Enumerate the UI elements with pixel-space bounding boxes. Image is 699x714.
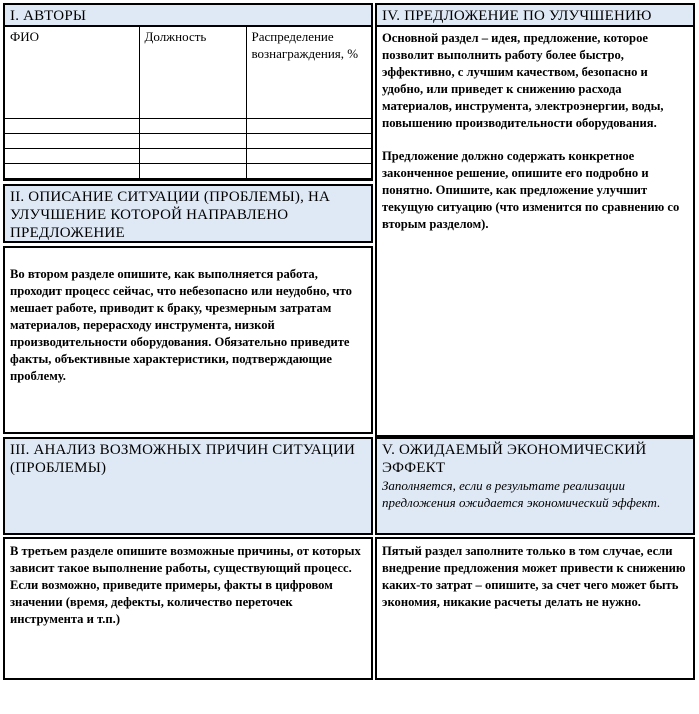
proposal-body[interactable] [375,26,695,437]
author-reward-cell[interactable] [246,164,371,179]
effect-body[interactable] [375,537,695,680]
author-position-cell[interactable] [139,134,246,149]
author-position-cell[interactable] [139,119,246,134]
proposal-text-2: Предложение должно содержать конкретное законченное решение, опишите его подробно и понятно. Опишите, как предложение улучшит текущую ситуацию (что изменится по сравнению со вторым разделом). [382,149,680,231]
causes-title: III. АНАЛИЗ ВОЗМОЖНЫХ ПРИЧИН СИТУАЦИИ (ПРОБЛЕМЫ) [10,442,355,476]
effect-text: Пятый раздел заполните только в том случае, если внедрение предложения может привести к снижению каких-то затрат – опишите, за счет чего может быть экономия, никакие расчеты делать не нужно. [382,544,686,609]
authors-title: I. АВТОРЫ [10,8,87,24]
author-position-cell[interactable] [139,164,246,179]
problem-header [3,184,373,243]
col-fio: ФИО [5,26,139,119]
authors-table-box [3,26,373,181]
problem-title: II. ОПИСАНИЕ СИТУАЦИИ (ПРОБЛЕМЫ), НА УЛУЧШЕНИЕ КОТОРОЙ НАПРАВЛЕНО ПРЕДЛОЖЕНИЕ [10,189,331,241]
authors-header [3,3,373,27]
causes-body[interactable] [3,537,373,680]
causes-text: В третьем разделе опишите возможные причины, от которых зависит такое выполнение работы, существующий процесс. Если возможно, приведите примеры, факты в цифровом значении (время, дефекты, количество переточек инструмента и т.п.) [10,544,361,626]
problem-text: Во втором разделе опишите, как выполняется работа, проходит процесс сейчас, что небезопасно или неудобно, что мешает работе, приводит к браку, чрезмерным затратам материалов, перерасходу инструмента, низкой производительности оборудования. Обязательно приведите факты, объективные характеристики, подтверждающие проблему. [10,267,352,383]
proposal-text-1: Основной раздел – идея, предложение, которое позволит выполнить работу более быстро, эффективно, с лучшим качеством, безопасно и удобно, или приведет к снижению расхода материалов, инструмента, электроэнергии, воды, повышению производительности оборудования. [382,31,664,130]
author-row [5,149,371,164]
author-row [5,134,371,149]
proposal-title: IV. ПРЕДЛОЖЕНИЕ ПО УЛУЧШЕНИЮ [382,8,652,24]
author-fio-cell[interactable] [5,164,139,179]
col-reward: Распределение вознаграждения, % [246,26,371,119]
author-reward-cell[interactable] [246,119,371,134]
proposal-header [375,3,695,27]
problem-body[interactable] [3,246,373,434]
effect-header [375,437,695,535]
col-position: Должность [139,26,246,119]
author-reward-cell[interactable] [246,149,371,164]
effect-title: V. ОЖИДАЕМЫЙ ЭКОНОМИЧЕСКИЙ ЭФФЕКТ [382,442,647,476]
author-fio-cell[interactable] [5,119,139,134]
author-fio-cell[interactable] [5,149,139,164]
author-row [5,119,371,134]
effect-subtitle: Заполняется, если в результате реализации предложения ожидается экономический эффект. [382,478,661,510]
author-position-cell[interactable] [139,149,246,164]
author-reward-cell[interactable] [246,134,371,149]
causes-header [3,437,373,535]
author-row [5,164,371,179]
authors-table [5,26,372,179]
author-fio-cell[interactable] [5,134,139,149]
